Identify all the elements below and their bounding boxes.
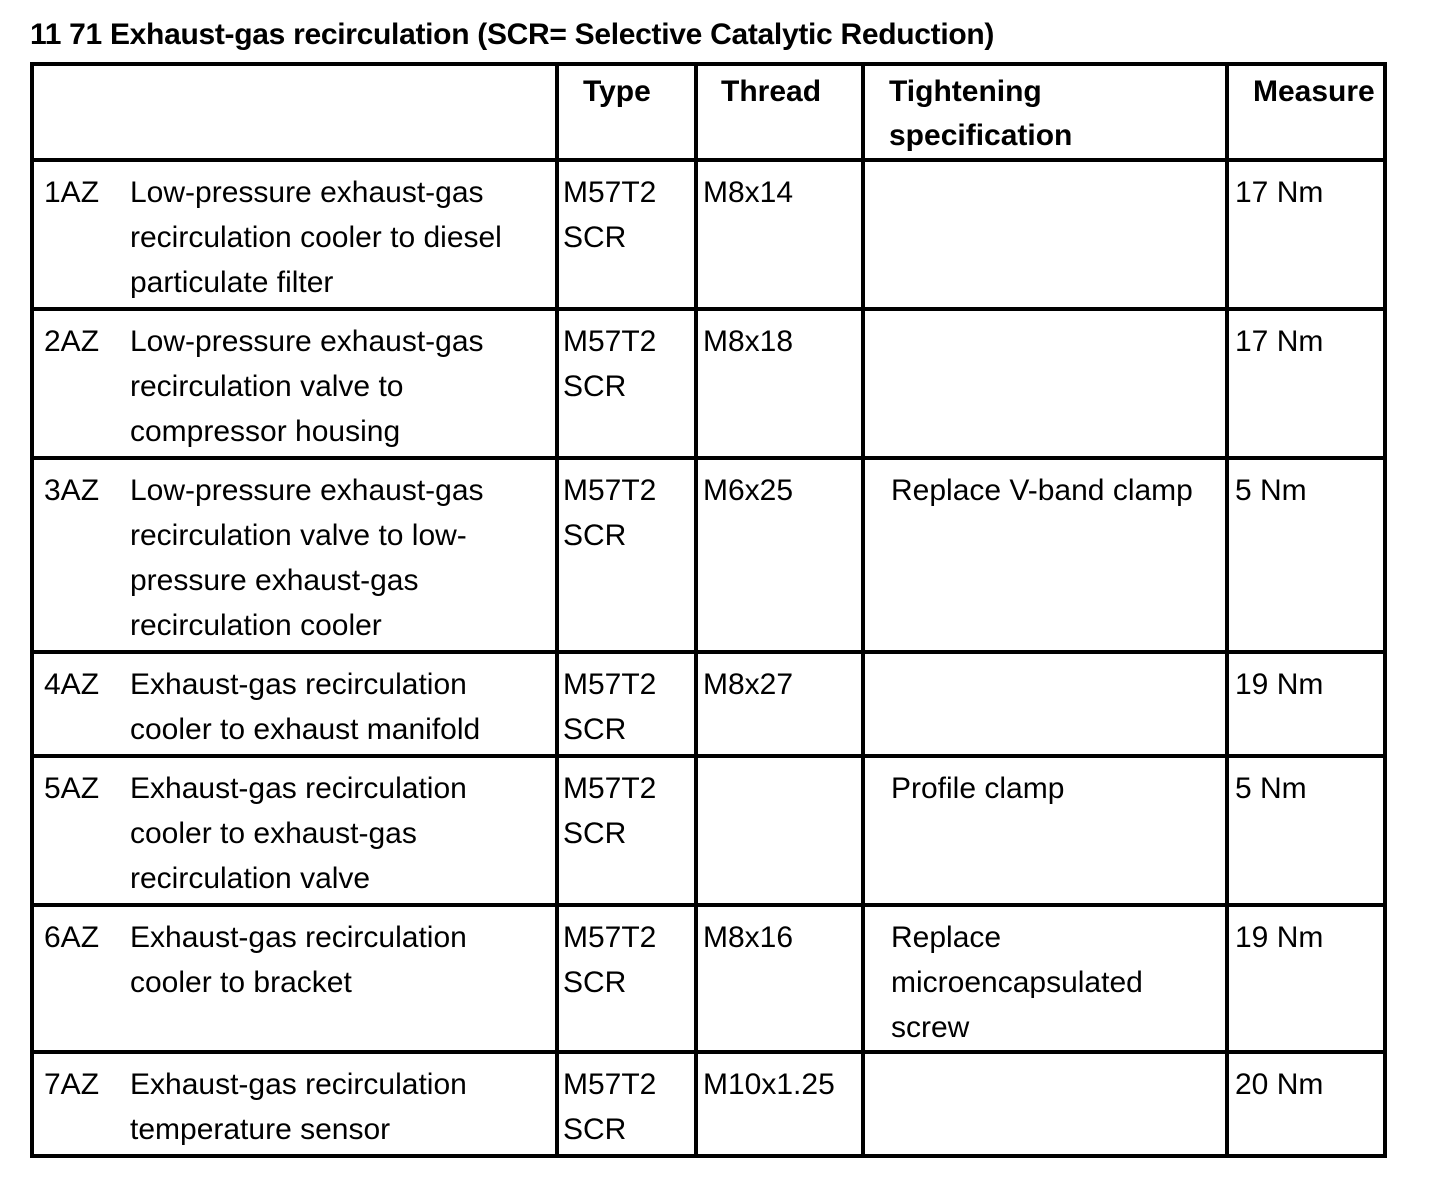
engine-variant: SCR bbox=[563, 1113, 627, 1146]
header-thread-label: Thread bbox=[721, 75, 822, 108]
description: Low-pressure exhaust-gas recirculation valve to compressor housing bbox=[130, 325, 484, 448]
header-tightening-specification bbox=[863, 64, 1227, 160]
tightening-note bbox=[865, 162, 1225, 170]
description: Exhaust-gas recirculation cooler to bracket bbox=[130, 921, 467, 999]
tightening-note: Replace microencapsulated screw bbox=[891, 921, 1143, 1044]
table-header-row bbox=[32, 64, 1385, 160]
torque-value: 17 Nm bbox=[1235, 176, 1324, 209]
header-description bbox=[32, 64, 557, 160]
engine-type: M57T2 bbox=[563, 325, 657, 358]
position-code: 5AZ bbox=[44, 772, 100, 805]
table-row bbox=[32, 160, 1385, 309]
tightening-note bbox=[865, 1054, 1225, 1062]
engine-type: M57T2 bbox=[563, 668, 657, 701]
header-tightening-line1: Tightening bbox=[889, 75, 1042, 108]
torque-value: 19 Nm bbox=[1235, 668, 1324, 701]
table-row bbox=[32, 652, 1385, 756]
header-type-label: Type bbox=[583, 75, 651, 108]
table-row bbox=[32, 1052, 1385, 1156]
position-code: 4AZ bbox=[44, 668, 100, 701]
header-measure-label: Measure bbox=[1253, 75, 1375, 108]
description: Low-pressure exhaust-gas recirculation valve to low-pressure exhaust-gas recirculation cooler bbox=[130, 474, 484, 642]
engine-variant: SCR bbox=[563, 370, 627, 403]
tightening-note bbox=[865, 654, 1225, 662]
thread-size: M8x27 bbox=[703, 668, 794, 701]
description: Exhaust-gas recirculation cooler to exhaust manifold bbox=[130, 668, 481, 746]
engine-type: M57T2 bbox=[563, 474, 657, 507]
position-code: 7AZ bbox=[44, 1068, 100, 1101]
thread-size: M8x18 bbox=[703, 325, 794, 358]
page-title: 11 71 Exhaust-gas recirculation (SCR= Selective Catalytic Reduction) bbox=[30, 18, 995, 51]
tightening-note bbox=[865, 311, 1225, 319]
thread-size: M8x16 bbox=[703, 921, 794, 954]
engine-type: M57T2 bbox=[563, 176, 657, 209]
header-thread bbox=[696, 64, 863, 160]
table-row bbox=[32, 309, 1385, 458]
header-type bbox=[557, 64, 696, 160]
description: Exhaust-gas recirculation cooler to exhaust-gas recirculation valve bbox=[130, 772, 467, 895]
header-measure bbox=[1227, 64, 1385, 160]
torque-value: 20 Nm bbox=[1235, 1068, 1324, 1101]
torque-value: 5 Nm bbox=[1235, 772, 1307, 805]
engine-variant: SCR bbox=[563, 966, 627, 999]
thread-size: M10x1.25 bbox=[703, 1068, 835, 1101]
position-code: 3AZ bbox=[44, 474, 100, 507]
torque-value: 17 Nm bbox=[1235, 325, 1324, 358]
position-code: 2AZ bbox=[44, 325, 100, 358]
engine-type: M57T2 bbox=[563, 772, 657, 805]
header-tightening-line2: specification bbox=[889, 119, 1073, 152]
engine-type: M57T2 bbox=[563, 1068, 657, 1101]
table-row bbox=[32, 756, 1385, 905]
engine-variant: SCR bbox=[563, 713, 627, 746]
thread-size bbox=[698, 758, 861, 766]
description: Low-pressure exhaust-gas recirculation cooler to diesel particulate filter bbox=[130, 176, 502, 299]
engine-variant: SCR bbox=[563, 221, 627, 254]
torque-value: 19 Nm bbox=[1235, 921, 1324, 954]
engine-variant: SCR bbox=[563, 817, 627, 850]
thread-size: M6x25 bbox=[703, 474, 794, 507]
tightening-note: Profile clamp bbox=[891, 772, 1065, 805]
table-row bbox=[32, 905, 1385, 1052]
engine-variant: SCR bbox=[563, 519, 627, 552]
tightening-note: Replace V-band clamp bbox=[891, 474, 1193, 507]
thread-size: M8x14 bbox=[703, 176, 794, 209]
torque-value: 5 Nm bbox=[1235, 474, 1307, 507]
position-code: 6AZ bbox=[44, 921, 100, 954]
position-code: 1AZ bbox=[44, 176, 100, 209]
description: Exhaust-gas recirculation temperature sensor bbox=[130, 1068, 467, 1146]
torque-spec-table bbox=[30, 62, 1387, 1158]
table-row bbox=[32, 458, 1385, 652]
engine-type: M57T2 bbox=[563, 921, 657, 954]
